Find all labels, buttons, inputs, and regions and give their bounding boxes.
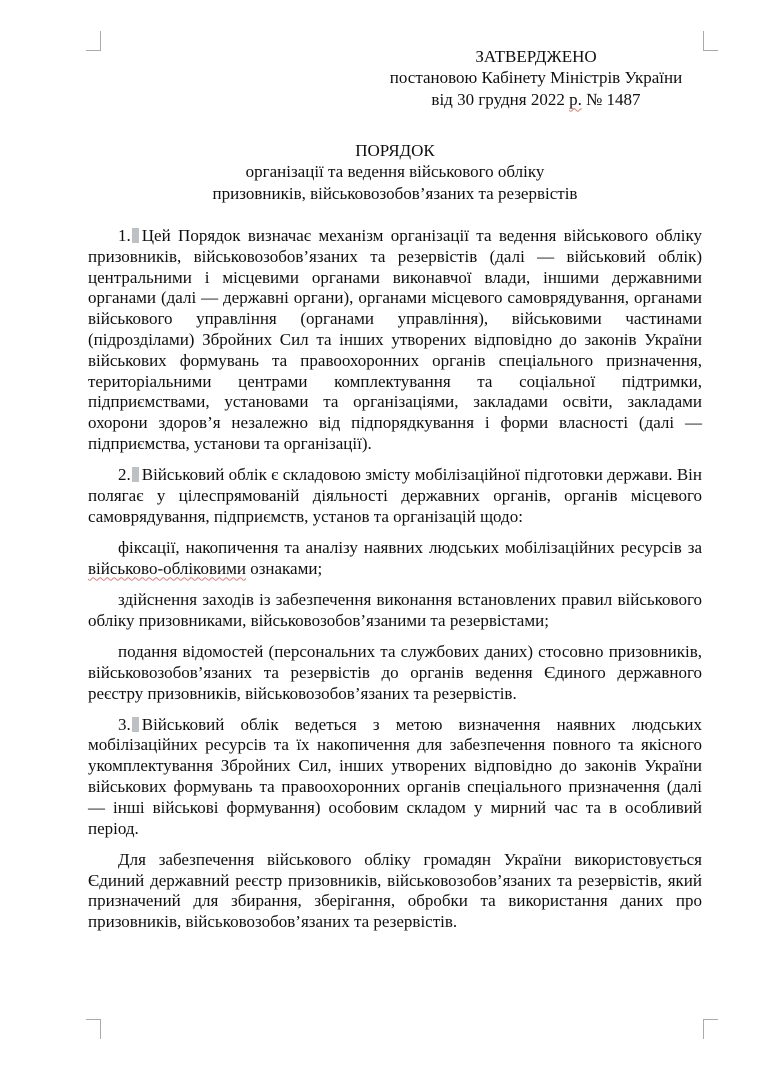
crop-mark-top-left	[86, 31, 101, 51]
paragraph-1-text: Цей Порядок визначає механізм організації та ведення військового обліку призовників, військовозобов’язаних та резервістів (далі — військовий облік) центральними і місцевими органами виконавчої влади, іншими державними органами (далі — державні органи), органами місцевого самоврядування, органами військового управління (органами управління), військовими частинами (підрозділами) Збройних Сил та інших утворених відповідно до законів України військових формувань та правоохоронних органів спеціального призначення, територіальними центрами комплектування та соціальної підтримки, підприємствами, установами та організаціями, закладами освіти, закладами охорони здоров’я незалежно від підпорядкування і форми власності (далі — підприємства, установи та організації).	[88, 226, 702, 453]
document-title	[88, 140, 702, 204]
highlight-mark-3	[132, 717, 139, 732]
paragraph-2-sub-2	[88, 590, 702, 632]
crop-mark-bottom-right	[703, 1019, 718, 1039]
paragraph-2-sub-3-text: подання відомостей (персональних та службових даних) стосовно призовників, військовозобов’язаних та резервістів до органів ведення Єдиного державного реєстру призовників, військовозобов’язаних та резервістів.	[88, 641, 702, 703]
paragraph-3	[88, 715, 702, 840]
paragraph-2-sub-1	[88, 538, 702, 580]
paragraph-2-sub-2-text: здійснення заходів із забезпечення виконання встановлених правил військового обліку призовниками, військовозобов’язаними та резервістами;	[88, 589, 702, 630]
approval-authority: постановою Кабінету Міністрів України	[389, 68, 683, 88]
approval-block	[366, 46, 706, 110]
title-subtitle-line1: організації та ведення військового обліку	[245, 162, 545, 182]
title-subtitle-line2: призовників, військовозобов’язаних та резервістів	[212, 183, 578, 203]
approval-date-prefix: від 30 грудня 2022	[431, 89, 570, 109]
paragraph-3-text: Військовий облік ведеться з метою визначення наявних людських мобілізаційних ресурсів та їх накопичення для забезпечення повного та якісного укомплектування Збройних Сил, інших утворених відповідно до законів України військових формувань та правоохоронних органів спеціального призначення (далі — інші військові формування) особовим складом у мирний час та в особливий період.	[88, 714, 702, 838]
paragraph-2-sub-3	[88, 642, 702, 704]
highlight-mark-2	[132, 467, 139, 482]
paragraph-2	[88, 465, 702, 527]
spellcheck-underlined-word: військово-обліковими	[88, 558, 246, 578]
document-body	[88, 226, 702, 933]
paragraph-4-text: Для забезпечення військового обліку громадян України використовується Єдиний державний реєстр призовників, військовозобов’язаних та резервістів, який призначений для збирання, зберігання, обробки та використання даних про призовників, військовозобов’язаних та резервістів.	[88, 849, 702, 932]
paragraph-2-sub-1-text-before: фіксації, накопичення та аналізу наявних людських мобілізаційних ресурсів за	[118, 537, 702, 557]
paragraph-2-number: 2.	[118, 465, 131, 485]
approval-date-number	[366, 89, 706, 110]
paragraph-2-sub-1-text-after: ознаками;	[245, 558, 323, 578]
paragraph-1-number: 1.	[118, 226, 131, 245]
paragraph-4	[88, 850, 702, 933]
approval-stamp-word: ЗАТВЕРДЖЕНО	[475, 47, 597, 66]
approval-doc-number: № 1487	[581, 89, 641, 109]
title-word: ПОРЯДОК	[355, 141, 435, 160]
paragraph-1	[88, 226, 702, 455]
highlight-mark-1	[132, 228, 139, 243]
crop-mark-bottom-left	[86, 1019, 101, 1039]
paragraph-3-number: 3.	[118, 714, 131, 734]
approval-date-marked-word: р.	[569, 89, 582, 109]
paragraph-2-text: Військовий облік є складовою змісту мобілізаційної підготовки держави. Він полягає у цілеспрямованій діяльності державних органів, органів місцевого самоврядування, підприємств, установ та організацій щодо:	[88, 465, 702, 526]
